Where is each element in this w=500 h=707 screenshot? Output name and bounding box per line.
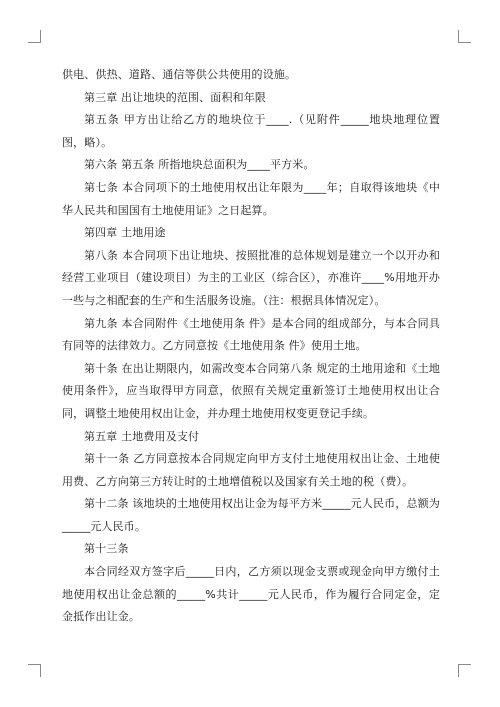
heading-chapter-3: 第三章 出让地块的范围、面积和年限 xyxy=(84,90,267,104)
heading-chapter-5: 第五章 土地费用及支付 xyxy=(84,429,200,443)
document-body xyxy=(62,64,440,629)
crop-mark-bottom-left xyxy=(28,664,41,677)
paragraph-article-13-body: 本合同经双方签字后_____日内，乙方须以现金支票或现金向甲方缴付土地使用权出让金总额的_____%共计_____元人民币，作为履行合同定金，定金抵作出让金。 xyxy=(62,565,440,624)
paragraph-public-facilities: 供电、供热、道路、通信等供公共使用的设施。 xyxy=(62,68,297,81)
crop-mark-top-right xyxy=(458,30,471,43)
crop-mark-top-left xyxy=(28,30,41,43)
heading-chapter-4: 第四章 土地用途 xyxy=(84,226,166,240)
heading-article-13: 第十三条 xyxy=(84,542,129,556)
paragraph-article-11: 第十一条 乙方同意按本合同规定向甲方支付土地使用权出让金、土地使用费、乙方向第三方转让时的土地增值税以及国家有关土地的税（费）。 xyxy=(62,452,440,488)
paragraph-article-5: 第五条 甲方出让给乙方的地块位于____.（见附件_____地块地理位置图，略）。 xyxy=(62,113,440,149)
paragraph-article-8: 第八条 本合同项下出让地块、按照批准的总体规划是建立一个以开办和经营工业项目（建设项目）为主的工业区（综合区），亦准许____%用地开办一些与之相配套的生产和生活服务设施。（注：根据具体情况定）。 xyxy=(62,248,440,307)
paragraph-article-6: 第六条 第五条 所指地块总面积为____平方米。 xyxy=(84,158,315,172)
paragraph-article-12: 第十二条 该地块的土地使用权出让金为每平方米_____元人民币，总额为_____元人民币。 xyxy=(62,497,440,533)
crop-mark-bottom-right xyxy=(458,664,471,677)
paragraph-article-10: 第十条 在出让期限内，如需改变本合同第八条 规定的土地用途和《土地使用条件》，应当取得甲方同意，依照有关规定重新签订土地使用权出让合同，调整土地使用权出让金，并办理土地使用权变更登记手续。 xyxy=(62,361,440,420)
paragraph-article-7: 第七条 本合同项下的土地使用权出让年限为____年；自取得该地块《中华人民共和国国有土地使用证》之日起算。 xyxy=(62,180,440,217)
paragraph-article-9: 第九条 本合同附件《土地使用条 件》是本合同的组成部分，与本合同具有同等的法律效力。乙方同意按《土地使用条 件》使用土地。 xyxy=(62,316,440,353)
